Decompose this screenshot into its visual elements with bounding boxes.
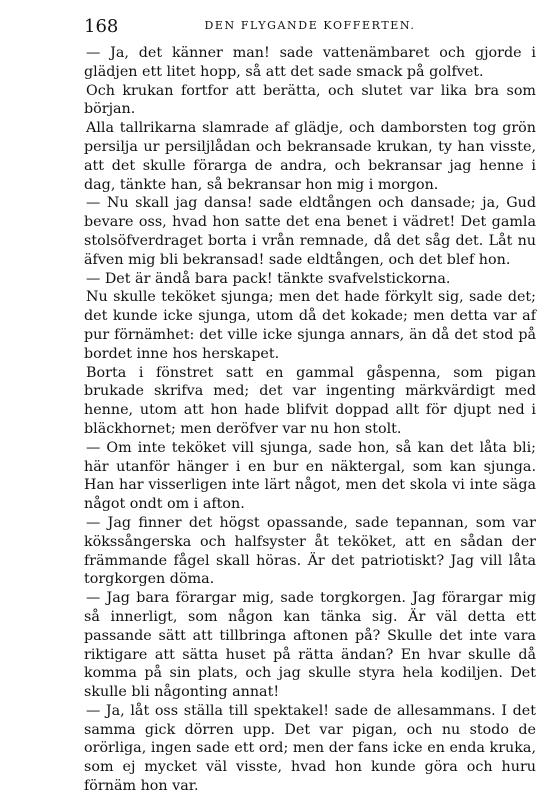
- body-text: [84, 44, 536, 796]
- paragraph: — Ja, låt oss ställa till spektakel! sade de allesammans. I det samma gick dörren upp. Det var pigan, och nu stodo de orörliga, ingen sade ett ord; men der fans icke en enda kruka, som ej mycket väl visste, hvad hon kunde göra och huru förnäm hon var.: [84, 702, 536, 795]
- paragraph: — Jag bara förargar mig, sade torgkorgen. Jag förargar mig så innerligt, som någon kan tänka sig. Är väl detta ett passande sätt att tillbringa aftonen på? Skulle det inte vara riktigare att sätta huset på rätta ändan? En hvar skulle då komma på sin plats, och jag skulle styra hela kodiljen. Det skulle bli någonting annat!: [84, 590, 536, 701]
- paragraph: — Det är ändå bara pack! tänkte svafvelstickorna.: [86, 270, 451, 287]
- paragraph: — Om inte teköket vill sjunga, sade hon, så kan det låta bli; här utanför hänger i en bur en näktergal, som kan sjunga. Han har visserligen inte lärt något, men det skola vi inte säga något ondt om i afton.: [84, 439, 536, 513]
- paragraph: Alla tallrikarna slamrade af glädje, och damborsten tog grön persilja ur persiljlådan och bekransade krukan, ty han visste, att det skulle förarga de andra, och bekransar jag henne i dag, tänkte han, så bekransar hon mig i morgon.: [84, 120, 536, 193]
- paragraph: Borta i fönstret satt en gammal gåspenna, som pigan brukade skrifva med; det var ingenting märkvärdigt med henne, utom att hon hade blifvit doppad allt för djupt ned i bläckhornet; men deröfver var nu hon stolt.: [84, 364, 536, 437]
- running-title: DEN FLYGANDE KOFFERTEN.: [204, 19, 416, 32]
- paragraph: — Nu skall jag dansa! sade eldtången och dansade; ja, Gud bevare oss, hvad hon satte det ena benet i vädret! Det gamla stolsöfverdraget borta i vrån remnade, då det såg det. Låt nu äfven mig bli bekransad! sade eldtången, och det blef hon.: [84, 195, 536, 268]
- paragraph: — Ja, det känner man! sade vattenämbaret och gjorde i glädjen ett litet hopp, så att det sade smack på golfvet.: [84, 45, 536, 80]
- page-number: 168: [84, 16, 119, 37]
- paragraph: Och krukan fortfor att berätta, och slutet var lika bra som början.: [84, 82, 536, 118]
- paragraph: Nu skulle teköket sjunga; men det hade förkylt sig, sade det; det kunde icke sjunga, utom då det kokade; men detta var af pur förnämhet: det ville icke sjunga annars, än då det stod på bordet inne hos herskapet.: [84, 289, 536, 362]
- paragraph: — Jag finner det högst opassande, sade tepannan, som var kökssångerska och halfsyster åt teköket, att en sådan der främmande fågel skall höras. Är det patriotiskt? Jag vill låta torgkorgen döma.: [84, 514, 536, 588]
- page-header: [84, 16, 536, 38]
